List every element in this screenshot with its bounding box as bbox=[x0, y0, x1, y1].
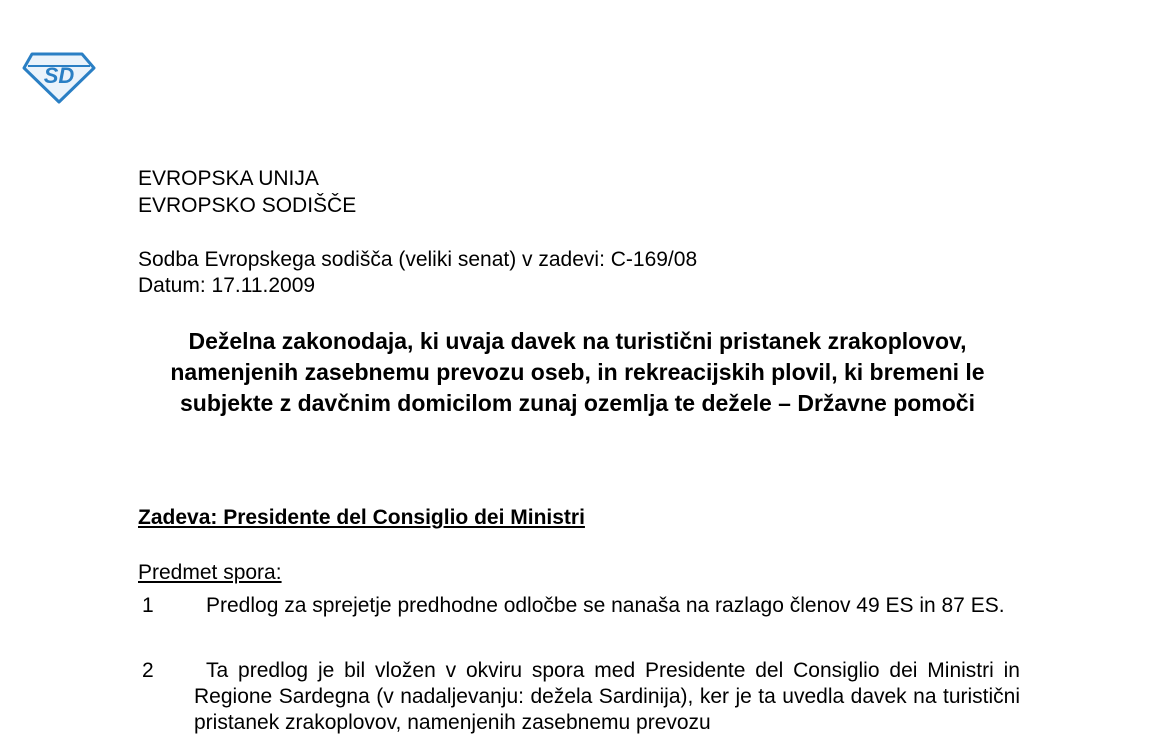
header-eu: EVROPSKA UNIJA bbox=[138, 167, 319, 190]
paragraph-2 bbox=[138, 658, 1020, 736]
case-heading: Zadeva: Presidente del Consiglio dei Ministri bbox=[138, 506, 585, 529]
paragraph-text: Predlog za sprejetje predhodne odločbe se nanaša na razlago členov 49 ES in 87 ES. bbox=[206, 594, 1005, 617]
court-logo bbox=[22, 50, 96, 104]
logo-lettering: SD bbox=[43, 63, 75, 88]
paragraph-number: 2 bbox=[142, 659, 154, 682]
paragraph-text: Ta predlog je bil vložen v okviru spora med Presidente del Consiglio dei Ministri in Regione Sardegna (v nadaljevanju: dežela Sardinija), ker je ta uvedla davek na turistični pristanek zrakoplovov, namenjenih zasebnemu prevozu bbox=[194, 659, 1020, 734]
judgment-line: Sodba Evropskega sodišča (veliki senat) v zadevi: C-169/08 bbox=[138, 248, 698, 271]
subject-label: Predmet spora: bbox=[138, 561, 282, 584]
paragraph-1 bbox=[138, 593, 1020, 619]
judgment-date: Datum: 17.11.2009 bbox=[138, 274, 316, 297]
paragraph-number: 1 bbox=[142, 594, 154, 617]
header-court: EVROPSKO SODIŠČE bbox=[138, 194, 357, 217]
document-title: Deželna zakonodaja, ki uvaja davek na turistični pristanek zrakoplovov, namenjenih zasebnemu prevozu oseb, in rekreacijskih plovil, ki bremeni le subjekte z davčnim domicilom zunaj ozemlja te dežele – Državne pomoči bbox=[170, 328, 985, 416]
